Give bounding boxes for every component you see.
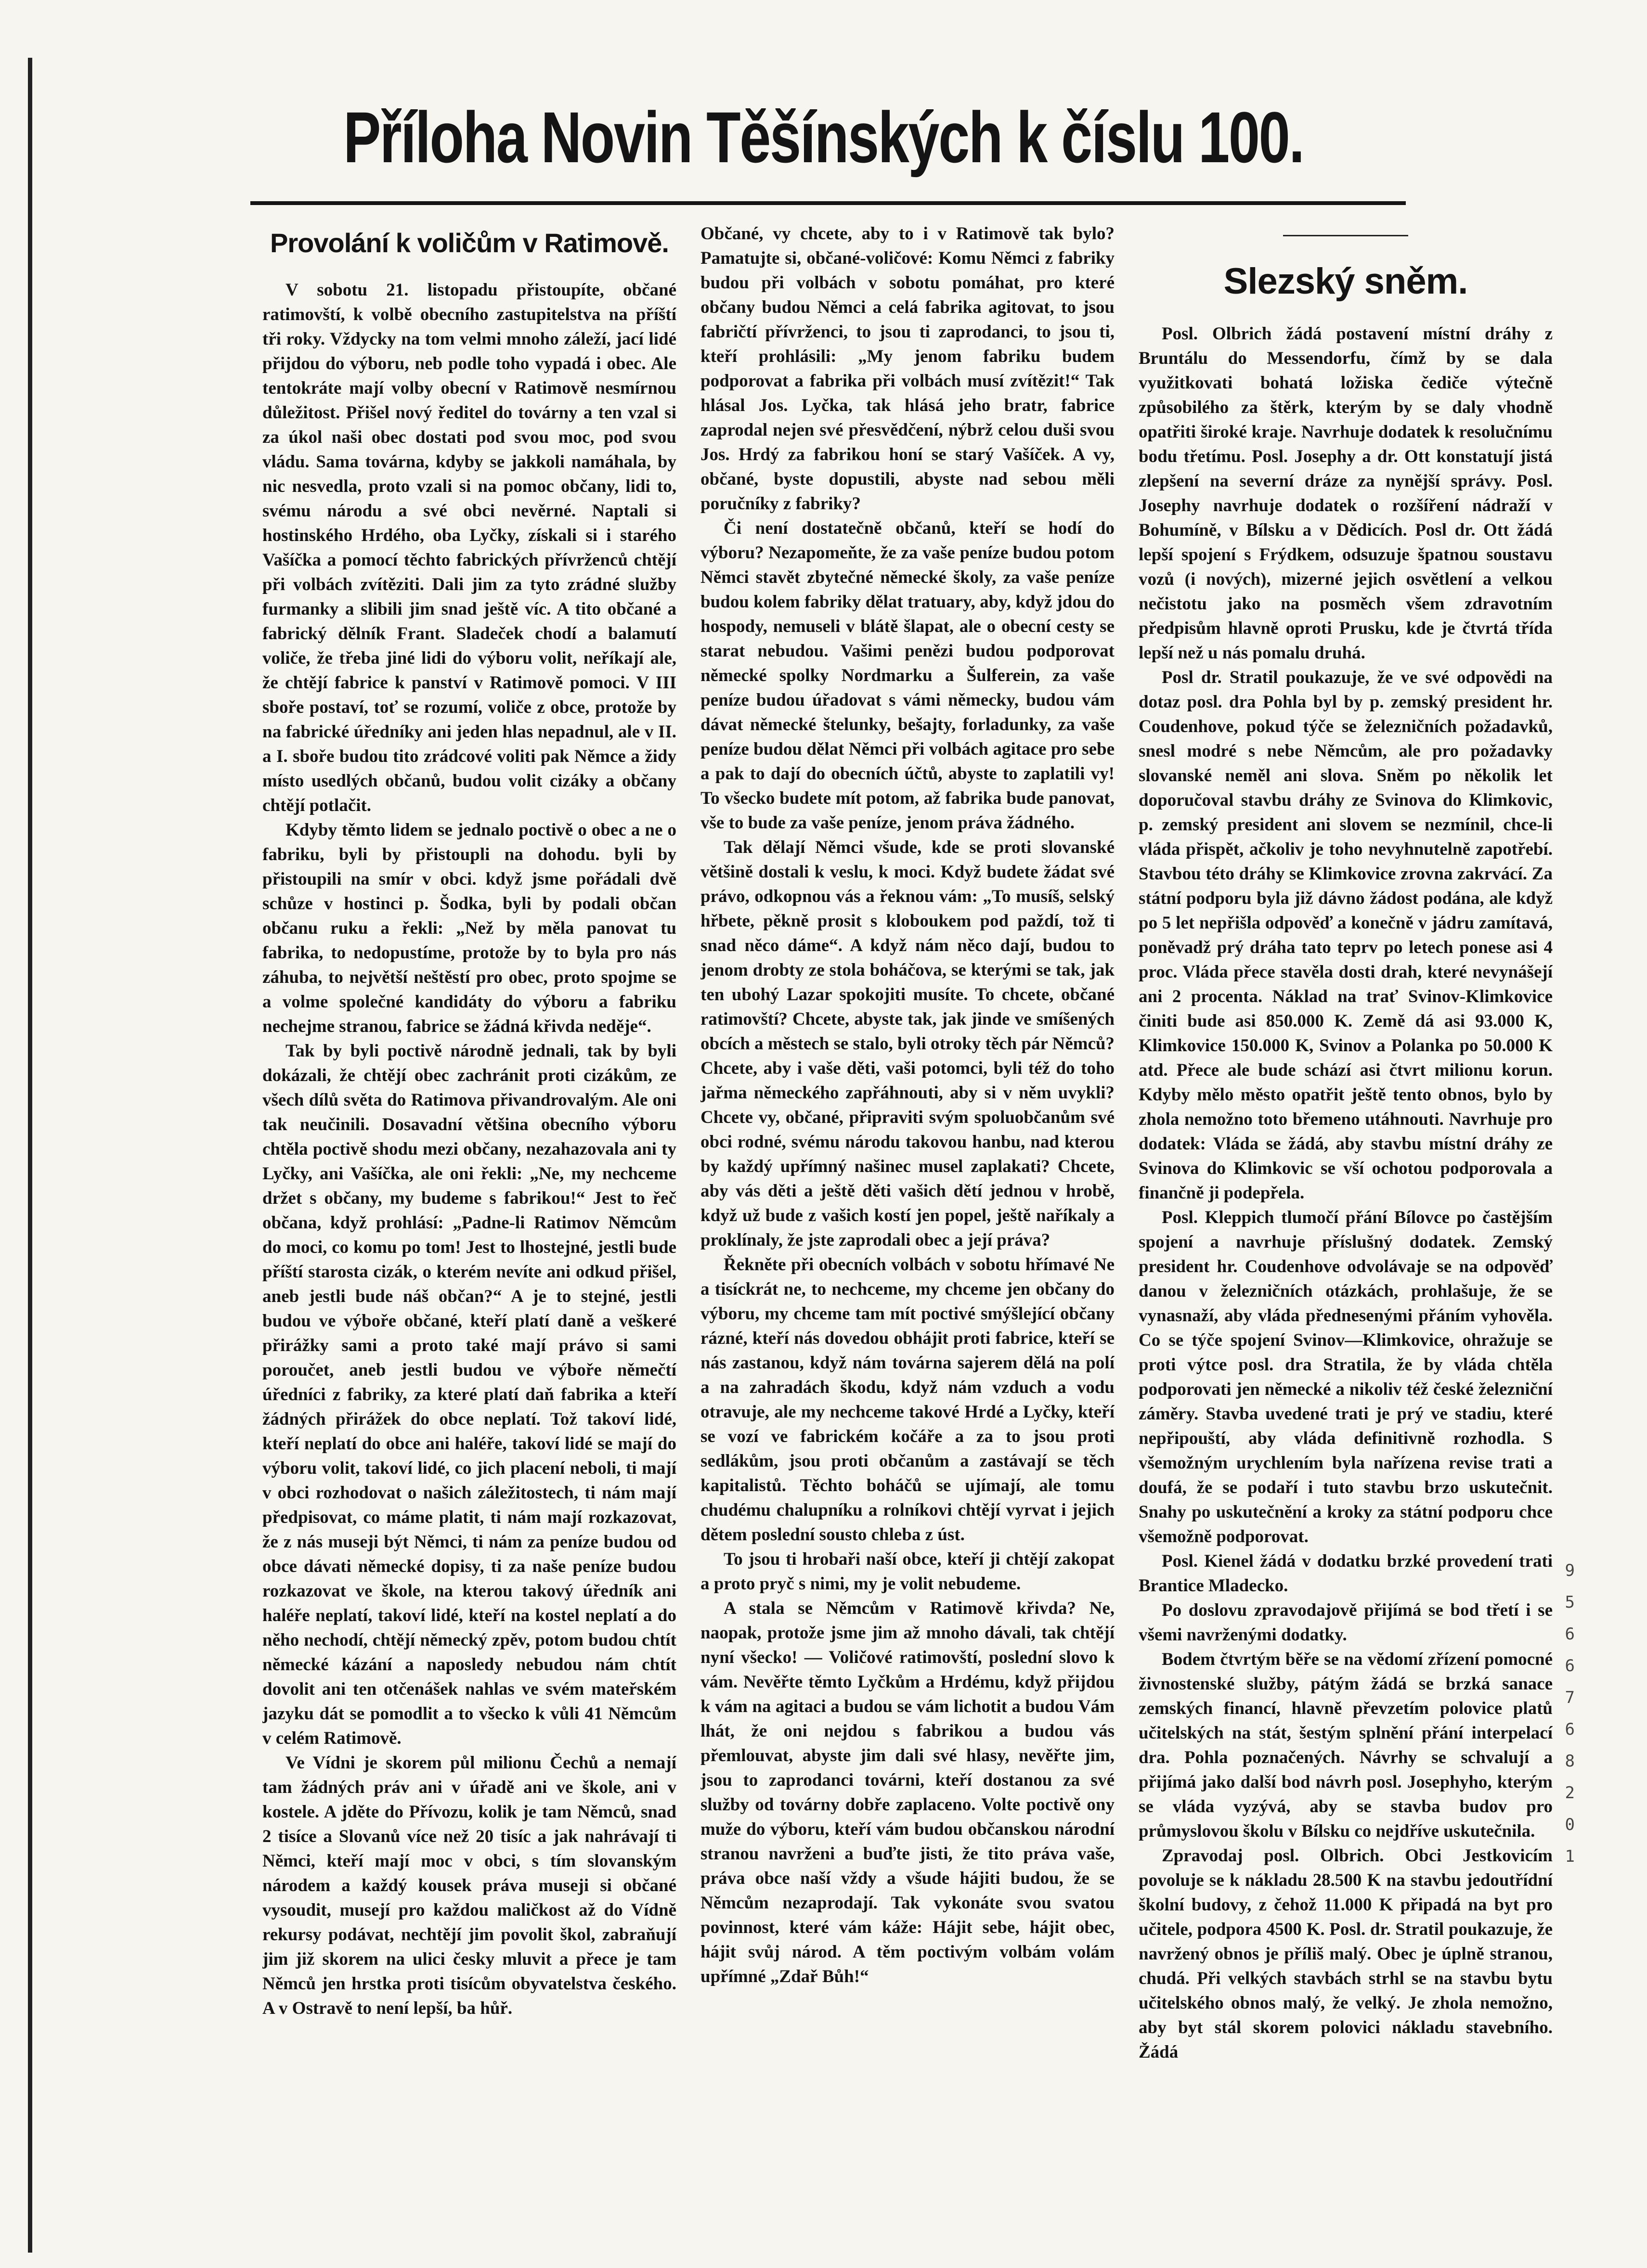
paragraph: Posl. Kienel žádá v dodatku brzké provedení trati Brantice Mladecko. <box>1139 1551 1553 1596</box>
column-1 <box>262 221 676 2219</box>
paragraph: V sobotu 21. listopadu přistoupíte, občané ratimovští, k volbě obecního zastupitelstva na příští tři roky. Vždycky na tom velmi mnoho záleží, jací lidé přijdou do výboru, neb podle toho vypadá i obec. Ale tentokráte mají volby obecní v Ratimově nesmírnou důležitost. Přišel nový ředitel do továrny a ten vzal si za úkol naši obec dostati pod svou moc, pod svou vládu. Sama továrna, kdyby se jakkoli namáhala, by nic nesvedla, proto vzali si na pomoc občany, lidi to, svému národu a své obci nevěrné. Naptali si hostinského Hrdého, oba Lyčky, získali si i starého Vašíčka a pomocí těchto fabrických přívrženců chtějí při volbách zvítěziti. Dali jim za tyto zrádné služby furmanky a slibili jim snad ještě víc. A tito občané a fabrický dělník Frant. Sladeček chodí a balamutí voliče, že třeba jiné lidi do výboru volit, neříkají ale, že chtějí fabrice k panství v Ratimově pomoci. V III sboře postaví, toť se rozumí, voliče z obce, protože by na fabrické úředníky ani jeden hlas nepadnul, ale v II. a I. sboře budou tito zrádcové voliti pak Němce a židy místo usedlých občanů, budou volit cizáky a občany chtějí potlačit. <box>262 280 676 815</box>
paragraph: Zpravodaj posl. Olbrich. Obci Jestkovicím povoluje se k nákladu 28.500 K na stavbu jedoutřídní školní budovy, z čehož 11.000 K připadá na byt pro učitele, podpora 4500 K. Posl. dr. Stratil poukazuje, že navržený obnos je příliš malý. Obec je úplně stranou, chudá. Při velkých stavbách strhl se na stavbu bytu učitelského obnos malý, že velký. Je zhola nemožno, aby byt stál skorem polovici nákladu stavebního. Žádá <box>1139 1846 1553 2062</box>
paragraph: Tak by byli poctivě národně jednali, tak by byli dokázali, že chtějí obec zachránit proti cizákům, ze všech dílů světa do Ratimova přivandrovalým. Ale oni tak neučinili. Dosavadní většina obecního výboru chtěla poctivě shodu mezi občany, nezahazovala ani ty Lyčky, ani Vašíčka, ale oni řekli: „Ne, my nechceme držet s občany, my budeme s fabrikou!“ Jest to řeč občana, když prohlásí: „Padne-li Ratimov Němcům do moci, co komu po tom! Jest to lhostejné, jestli bude příští starosta cizák, o kterém nevíte ani odkud přišel, aneb jestli bude náš občan?“ A je to stejné, jestli budou ve výboře občané, kteří platí daně a veškeré přirážky sami a proto také mají právo si sami poroučet, aneb jestli budou ve výboře němečtí úředníci z fabriky, za které platí daň fabrika a kteří žádných přirážek do obce neplatí. Tož takoví lidé, kteří neplatí do obce ani haléře, takoví lidé se mají do výboru volit, takoví lidé, co jich placení neboli, ti mají v obci rozhodovat o našich záležitostech, ti nám mají předpisovat, co máme platit, ti nám mají rozkazovat, že z nás museji být Němci, ti nám za peníze budou od obce dávati německé dopisy, ti za naše peníze budou rozkazovat ve škole, na kterou takový úředník ani haléře neplatí, takoví lidé, kteří na kostel neplatí a do něho nechodí, chtějí německý zpěv, potom budou chtít německé kázání a naposledy nebudou nám chtít dovolit ani ten otčenášek nahlas ve svém mateřském jazyku dát se pomodlit a to všecko k vůli 41 Němcům v celém Ratimově. <box>262 1041 676 1748</box>
paragraph: To jsou ti hrobaři naší obce, kteří ji chtějí zakopat a proto pryč s nimi, my je volit nebudeme. <box>700 1549 1115 1594</box>
article-columns <box>262 221 1610 2219</box>
article-title-ratimov: Provolání k voličům v Ratimově. <box>270 228 669 258</box>
paragraph: Posl. Olbrich žádá postavení místní dráhy z Bruntálu do Messendorfu, čímž by se dala využitkovati bohatá ložiska čediče výtečně způsobilého za štěrk, kterým by se daly vhodně opatřiti široké kraje. Navrhuje dodatek k resolučnímu bodu třetímu. Posl. Josephy a dr. Ott konstatují jistá zlepšení na severní dráze za nynější správy. Posl. Josephy navrhuje dodatek o rozšíření nádraží v Bohumíně, v Bílsku a v Dědicích. Posl dr. Ott žádá lepší spojení s Frýdkem, odsuzuje špatnou soustavu vozů (i nových), mizerné jejich osvětlení a velkou nečistotu jako na posměch všem zdravotním předpisům hlavně oproti Prusku, kde je čtvrtá třída lepší než u nás pomalu druhá. <box>1139 324 1553 663</box>
article-title-snem: Slezský sněm. <box>1223 261 1468 302</box>
paragraph: Tak dělají Němci všude, kde se proti slovanské většině dostali k veslu, k moci. Když budete žádat své právo, odkopnou vás a řeknou vám: „To musíš, selský hřbete, pěkně prosit s kloboukem pod paždí, tož ti snad něco dáme“. A když nám něco dají, budou to jenom drobty ze stola boháčova, se kterými se tak, jak ten ubohý Lazar spokojiti musíte. To chcete, občané ratimovští? Chcete, abyste tak, jak jinde ve smíšených obcích a městech se stalo, byli otroky těch pár Němců? Chcete, aby i vaše děti, vaši potomci, byli též do toho jařma německého zapřáhnouti, aby si v něm uvykli? Chcete vy, občané, připraviti svým spoluobčanům své obci rodné, svému národu takovou hanbu, nad kterou by každý upřímný našinec musel zaplakati? Chcete, aby vás děti a ještě děti vašich dětí jednou v hrobě, když už bude z vašich kostí jen popel, ještě naříkaly a proklínaly, že jste zaprodali obec a její práva? <box>700 838 1115 1250</box>
margin-mark: 6 <box>1565 1624 1575 1644</box>
article-separator <box>1283 235 1408 236</box>
paragraph: Či není dostatečně občanů, kteří se hodí do výboru? Nezapomeňte, že za vaše peníze budou potom Němci stavět zbytečné německé školy, za vaše peníze budou kolem fabriky dělat tratuary, aby, když jdou do hospody, nemuseli v blátě šlapat, ale o obecní cesty se starat nebudou. Vašimi penězi budou podporovat německé spolky Nordmarku a Šulferein, za vaše peníze budou úřadovat s vámi německy, budou vám dávat německé štelunky, bešajty, forladunky, za vaše peníze budou dělat Němci při volbách agitace pro sebe a pak to dají do obecních účtů, abyste to zaplatili vy! To všecko budete mít potom, až fabrika bude panovat, vše to bude za vaše peníze, jenom práva žádného. <box>700 518 1115 833</box>
paragraph: Po doslovu zpravodajově přijímá se bod třetí i se všemi navrženými dodatky. <box>1139 1600 1553 1645</box>
margin-mark: 6 <box>1565 1720 1575 1739</box>
margin-mark: 6 <box>1565 1656 1575 1675</box>
page-edge-rule <box>28 58 32 2253</box>
column-3 <box>1139 221 1553 2219</box>
margin-marks <box>1556 1555 1575 2084</box>
margin-mark: 1 <box>1565 1847 1575 1866</box>
masthead-rule <box>250 201 1406 205</box>
masthead-title: Příloha Novin Těšínských k číslu 100. <box>343 97 1304 178</box>
paragraph: Kdyby těmto lidem se jednalo poctivě o obec a ne o fabriku, byli by přistoupli na dohodu. byli by přistoupili na smír v obci. když jsme pořádali dvě schůze v hostinci p. Šodka, byli by podali občan občanu ruku a řekli: „Než by měla panovat tu fabrika, to nedopustíme, protože by to byla pro nás záhuba, to největší neštěstí pro obec, proto spojme se a volme společné kandidáty do výboru a fabriku nechejme stranou, fabrice se žádná křivda neděje“. <box>262 820 676 1036</box>
margin-mark: 2 <box>1565 1783 1575 1803</box>
margin-mark: 8 <box>1565 1752 1575 1771</box>
margin-mark: 0 <box>1565 1815 1575 1834</box>
paragraph: Posl dr. Stratil poukazuje, že ve své odpovědi na dotaz posl. dra Pohla byl by p. zemský president hr. Coudenhove, pokud týče se železničních požadavků, snesl modré s nebe Němcům, ale pro požadavky slovanské neměl ani slova. Sněm po několik let doporučoval stavbu dráhy ze Svinova do Klimkovic, p. zemský president ani slovem se nezmínil, chce-li vláda přispět, ačkoliv je toho nevyhnutelně zapotřebí. Stavbou této dráhy se Klimkovice zrovna zakrvácí. Za státní podporu byla již dávno žádost podána, ale když po 5 let nepřišla odpověď a konečně v jádru zamítavá, poněvadž prý dráha tato teprv po letech ponese asi 4 proc. Vláda přece stavěla dosti drah, které nevynášejí ani 2 procenta. Náklad na trať Svinov-Klimkovice činiti bude asi 850.000 K. Země dá asi 93.000 K, Klimkovice 150.000 K, Svinov a Polanka po 50.000 K atd. Přece ale bude schází asi čtvrt milionu korun. Kdyby mělo město opatřit ještě tento obnos, bylo by zhola nemožno toto břemeno utáhnouti. Navrhuje pro dodatek: Vláda se žádá, aby stavbu místní dráhy ze Svinova do Klimkovic se vší ochotou podporovala a finančně ji podepřela. <box>1139 668 1553 1203</box>
margin-mark: 9 <box>1565 1561 1575 1580</box>
page-header <box>0 97 1647 178</box>
column-2 <box>700 221 1115 2219</box>
paragraph: A stala se Němcům v Ratimově křivda? Ne, naopak, protože jsme jim až mnoho dávali, tak chtějí nyní všecko! — Voličové ratimovští, poslední slovo k vám. Nevěřte těmto Lyčkům a Hrdému, když přijdou k vám na agitaci a budou se vám lichotit a budou Vám lhát, že oni nejdou s fabrikou a budou vás přemlouvat, abyste jim dali své hlasy, nevěřte jim, jsou to zaprodanci továrni, kteří dostanou za své služby od továrny dobře zaplaceno. Volte poctivě ony muže do výboru, kteří vám budou občanskou národní stranou navrženi a buďte jisti, že tito práva vaše, práva obce naší vždy a všude hájiti budou, že se Němcům nezaprodají. Tak vykonáte svou svatou povinnost, které vám káže: Hájit sebe, hájit obec, hájit svůj národ. A těm poctivým volbám volám upřímné „Zdař Bůh!“ <box>700 1598 1115 1986</box>
margin-mark: 5 <box>1565 1593 1575 1612</box>
paragraph: Řekněte při obecních volbách v sobotu hřímavé Ne a tisíckrát ne, to nechceme, my chceme jen občany do výboru, my chceme tam mít poctivé smýšlející občany rázné, kteří nás dovedou obhájit proti fabrice, kteří se nás zastanou, když nám továrna sajerem dělá na polí a na zahradách škodu, když nám vzduch a vodu otravuje, ale my nechceme takové Hrdé a Lyčky, kteří se vozí ve fabrickém kočáře a za to jsou proti sedlákům, jsou proti občanům a zastávají se těch kapitalistů. Těchto boháčů se ujímají, ale tomu chudému chalupníku a rolníkovi chtějí vyrvat i jejich dětem poslední sousto chleba z úst. <box>700 1255 1115 1545</box>
paragraph: Ve Vídni je skorem půl milionu Čechů a nemají tam žádných práv ani v úřadě ani ve škole, ani v kostele. A jděte do Přívozu, kolik je tam Němců, snad 2 tisíce a Slovanů více než 20 tisíc a jak nahrávají ti Němci, kteří mají moc v obci, s tím slovanským národem a každý kousek práva museji si občané vysoudit, musejí pro každou maličkost až do Vídně rekursy podávat, nechtějí jim povolit škol, zabraňují jim již skorem na ulici česky mluvit a přece je tam Němců jen hrstka proti tisícům obyvatelstva českého. A v Ostravě to není lepší, ba hůř. <box>262 1753 676 2018</box>
paragraph: Posl. Kleppich tlumočí přání Bílovce po častějším spojení a navrhuje příslušný dodatek. Zemský president hr. Coudenhove odvolávaje se na odpověď danou v železničních otázkách, prohlašuje, že se vynasnaží, aby vláda přednesenými přáním vyhověla. Co se týče spojení Svinov—Klimkovice, ohražuje se proti výtce posl. dra Stratila, že by vláda chtěla podporovati jen německé a nikoliv též české železniční záměry. Stavba uvedené trati je prý ve stadiu, které nepřipouští, aby vláda definitivně rozhodla. S všemožným urychlením byla nařízena revise trati a doufá, že se podaří i tuto stavbu brzo uskutečnit. Snahy po uskutečnění a kroky za státní podporu chce všemožně podporovat. <box>1139 1208 1553 1546</box>
margin-mark: 7 <box>1565 1688 1575 1707</box>
paragraph: Bodem čtvrtým běře se na vědomí zřízení pomocné živnostenské služby, pátým žádá se brzká sanace zemských financí, hlavně převzetím polovice platů učitelských na stát, šestým splnění přání interpelací dra. Pohla poznačených. Návrhy se schvalují a přijímá jako další bod návrh posl. Josephyho, kterým se vláda vyzývá, aby se stavba budov pro průmyslovou školu v Bílsku co nejdříve uskutečnila. <box>1139 1649 1553 1841</box>
paragraph: Občané, vy chcete, aby to i v Ratimově tak bylo? Pamatujte si, občané-voličové: Komu Němci z fabriky budou při volbách v sobotu pomáhat, pro které občany budou Němci a celá fabrika agitovat, to jsou fabričtí přívrženci, to jsou ti zaprodanci, to jsou ti, kteří prohlásili: „My jenom fabriku budem podporovat a fabrika při volbách musí zvítězit!“ Tak hlásal Jos. Lyčka, tak hlásá jeho bratr, fabrice zaprodal nejen své přesvědčení, nýbrž celou duši svou Jos. Hrdý za fabrikou honí se starý Vašíček. A vy, občané, byste dopustili, abyste nad sebou měli poručníky z fabriky? <box>700 224 1115 514</box>
